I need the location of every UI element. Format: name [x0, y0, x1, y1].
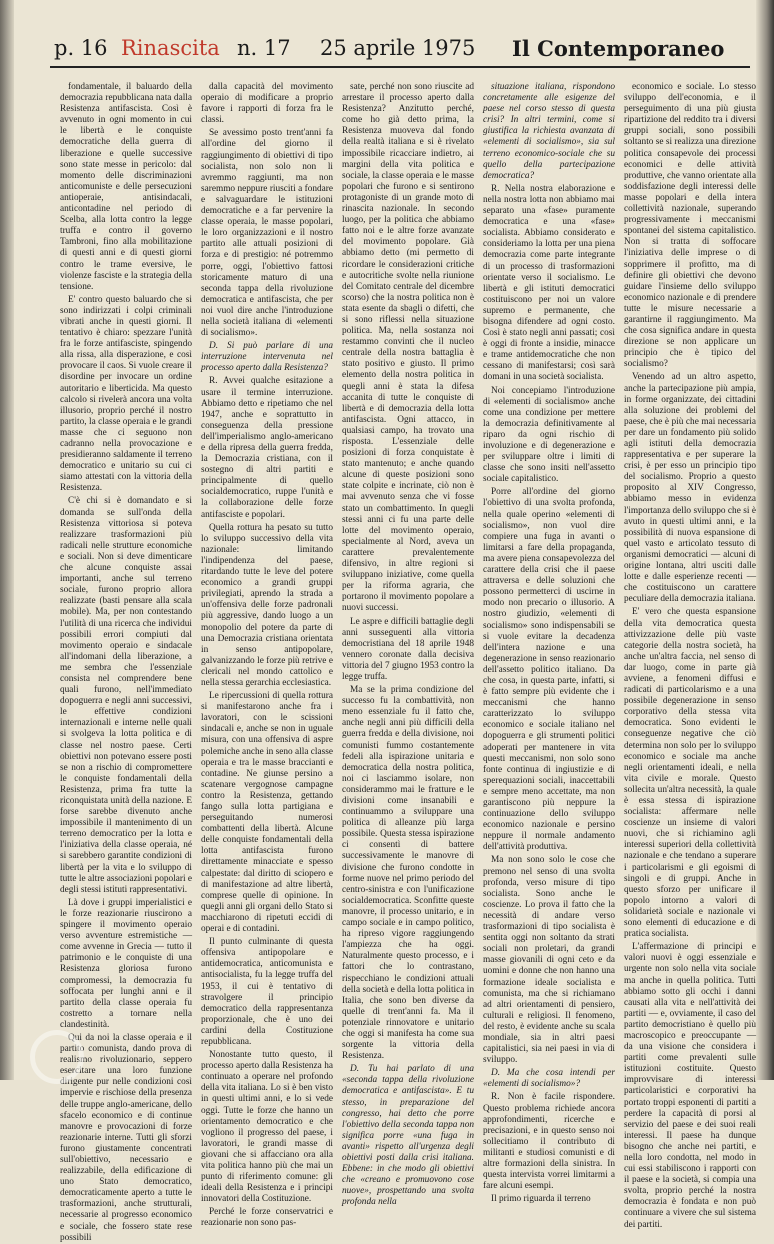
header-rule [50, 66, 750, 68]
archive-watermark-logo [30, 1030, 84, 1084]
paragraph: R. Nella nostra elaborazione e nella nostra lotta non abbiamo mai separato una «fase» puramente democratica e una «fase» socialista. Abbiamo considerato e consideriamo la lotta per una piena democrazia come parte integrante di un processo di trasformazioni orientate verso il socialismo. Le libertà e gli istituti democratici costituiscono per noi un valore supremo e permanente, che bisogna difendere ad ogni costo. Così è stato negli anni passati; così è oggi di fronte a insidie, minacce e trame antidemocratiche che non cessano di manifestarsi; così sarà domani in una società socialista. [483, 183, 615, 383]
paragraph: L'affermazione di principi e valori nuovi è oggi essenziale e urgente non solo nella vita sociale ma anche in quella politica. Tutti abbiamo sotto gli occhi i danni causati alla vita e nell'attività dei partiti — e, ovviamente, il caso del partito democristiano è quello più macroscopico e preoccupante — da una visione che considera i partiti come prevalenti sulle istituzioni costituite. Questo improvvisare di interessi particolaristici e corporativi ha portato troppi esponenti di partiti a perdere la capacità di porsi al servizio del paese e dei suoi reali interessi. Il paese ha dunque bisogno che anche nei partiti, e nella loro condotta, nel modo in cui essi stabiliscono i rapporti con il paese e la società, si compia una svolta, proprio perché la nostra democrazia è fondata e non può continuare a vivere che sul sistema dei partiti. [624, 942, 756, 1230]
section-title: Il Contemporaneo [512, 36, 725, 61]
paragraph: Se avessimo posto trent'anni fa all'ordine del giorno il raggiungimento di obiettivi di tipo socialista, non solo non li avremmo raggiunti, ma non saremmo neppure riusciti a fondare e salvaguardare le istituzioni democratiche e a far pervenire la classe operaia, le masse popolari, le loro organizzazioni e il nostro partito alle attuali posizioni di forza e di prestigio: né potremmo porre, oggi, l'obiettivo fattosi storicamente maturo di una seconda tappa della rivoluzione democratica e antifascista, che per noi vuol dire anche l'introduzione nella società italiana di «elementi di socialismo». [201, 128, 333, 339]
paragraph: R. Non è facile rispondere. Questo problema richiede ancora approfondimenti, ricerche e precisazioni, e in questo senso noi sollecitiamo il contributo di militanti e studiosi comunisti e di altre formazioni della sinistra. In questa intervista vorrei limitarmi a fare alcuni esempi. [483, 1092, 615, 1192]
article-body [54, 82, 756, 1243]
paragraph: R. Avvei qualche esitazione a usare il termine interruzione. Abbiamo detto e ripetiamo che nel 1947, anche e soprattutto in conseguenza della pressione dell'imperialismo anglo-americano e della ripresa della guerra fredda, la Democrazia cristiana, con il sostegno di altri partiti e principalmente di quello socialdemocratico, ruppe l'unità e la collaborazione delle forze antifasciste e popolari. [201, 376, 333, 520]
paragraph: Venendo ad un altro aspetto, anche la partecipazione più ampia, in forme organizzate, dei cittadini alla soluzione dei problemi del paese, che è più che mai necessaria per dare un fondamento più solido agli istituti della democrazia rappresentativa e per superare la crisi, è per esso un principio tipo del socialismo. Proprio a questo proposito al XIV Congresso, abbiamo messo in evidenza l'importanza dello sviluppo che si è avuto in questi ultimi anni, e la possibilità di nuova espansione di quel vasto e articolato tessuto di organismi democratici — alcuni di origine lontana, altri usciti dalle lotte e dalle esperienze recenti — che costituiscono un carattere peculiare della democrazia italiana. [624, 372, 756, 605]
paragraph: dalla capacità del movimento operaio di modificare a proprio favore i rapporti di forza fra le classi. [201, 82, 333, 126]
page-number: p. 16 [54, 36, 108, 60]
paragraph: economico e sociale. Lo stesso sviluppo dell'economia, e il perseguimento di una più giusta ripartizione del reddito tra i diversi gruppi sociali, sono possibili soltanto se si realizza una direzione politica consapevole dei processi economici e delle attività produttive, che vanno orientate alla soddisfazione degli interessi delle masse popolari e della intera collettività nazionale, superando progressivamente i meccanismi spontanei del sistema capitalistico. Non si tratta di soffocare l'iniziativa delle imprese o di sopprimere il profitto, ma di definire gli obiettivi che devono guidare l'insieme dello sviluppo economico nazionale e di prendere tutte le misure necessarie a garantirne il raggiungimento. Ma che cosa significa andare in questa direzione se non applicare un principio che è tipico del socialismo? [624, 82, 756, 370]
paragraph: D. Ma che cosa intendi per «elementi di socialismo»? [483, 1068, 615, 1090]
paragraph: Porre all'ordine del giorno l'obiettivo di una svolta profonda, nella quale operino «elementi di socialismo», non vuol dire compiere una fuga in avanti o limitarsi a fare della propaganda, ma avere piena consapevolezza del carattere della crisi che il paese attraversa e delle soluzioni che possono permetterci di uscirne in modo non precario o illusorio. A nostro giudizio, «elementi di socialismo» sono indispensabili se si vuole evitare la decadenza dell'intera nazione e una degenerazione in senso reazionario dell'assetto politico italiano. Da che cosa, in questa parte, infatti, si è fatto sempre più evidente che i meccanismi che hanno caratterizzato lo sviluppo economico e sociale italiano nel dopoguerra e gli strumenti politici adoperati per mantenere in vita questi meccanismi, non solo sono fonte continua di ingiustizie e di sperequazioni sociali, inaccettabili e sempre meno accettate, ma non garantiscono più neppure la continuazione dello sviluppo economico nazionale e persino neppure il normale andamento dell'attività produttiva. [483, 487, 615, 853]
text-column-3 [342, 82, 474, 1208]
text-column-4 [483, 82, 615, 1205]
page-header [50, 36, 750, 70]
paragraph: D. Tu hai parlato di una «seconda tappa della rivoluzione democratica e antifascista». E tu stesso, in preparazione del congresso, hai detto che porre l'obiettivo della seconda tappa non significa porre «una fuga in avanti» rispetto all'urgenza degli obiettivi posti dalla crisi italiana. Ebbene: in che modo gli obiettivi che «creano e promuovono cose nuove», prospettando una svolta profonda nella [342, 1064, 474, 1208]
page-edge-shadow [756, 0, 774, 1080]
text-column-5 [624, 82, 756, 1230]
paragraph: Qui da noi la classe operaia e il partito comunista, dando prova di realismo rivoluzionario, seppero esercitare una loro funzione dirigente pur nelle condizioni così impervie e rischiose della presenza delle truppe anglo-americane, dello sfacelo economico e di continue manovre e provocazioni di forze reazionarie interne. Tutti gli sforzi furono giustamente concentrati sull'obiettivo, necessario e realizzabile, della edificazione di uno Stato democratico, democraticamente aperto a tutte le trasformazioni, anche strutturali, necessarie al progresso economico e sociale, che fossero state rese possibili [60, 1032, 192, 1243]
paragraph: Ma non sono solo le cose che premono nel senso di una svolta profonda, verso misure di tipo socialista. Sono anche le coscienze. Lo prova il fatto che la necessità di andare verso trasformazioni di tipo socialista è sentita oggi non soltanto da strati sociali non proletari, da grandi masse giovanili di ogni ceto e da uomini e donne che non hanno una formazione ideale socialista e comunista, ma che si richiamano ad altri orientamenti di pensiero, culturali e religiosi. Il fenomeno, del resto, è evidente anche su scala mondiale, sia in altri paesi capitalistici, sia nei paesi in via di sviluppo. [483, 855, 615, 1066]
paragraph: D. Si può parlare di una interruzione intervenuta nel processo aperto dalla Resistenza? [201, 341, 333, 374]
issue-number: n. 17 [237, 36, 291, 60]
paragraph: fondamentale, il baluardo della democrazia repubblicana nata dalla Resistenza antifascista. Così è avvenuto in ogni momento in cui le libertà e le conquiste democratiche della guerra di liberazione e quelle successive sono state messe in pericolo: dal momento delle discriminazioni anticomuniste e delle persecuzioni antioperaie, antisindacali, anticontadine nel periodo di Scelba, alla lotta contro la legge truffa e contro il governo Tambroni, fino alla mobilitazione di questi anni e di questi giorni contro le trame eversive, le violenze fasciste e la strategia della tensione. [60, 82, 192, 292]
paragraph: E' vero che questa espansione della vita democratica questa attivizzazione delle più vaste categorie della nostra società, ha anche un'altra faccia, nel senso di dar luogo, come in parte già avviene, a fenomeni diffusi e radicati di particolarismo e a una possibile degenerazione in senso corporativo della stessa vita democratica. Sono evidenti le conseguenze negative che ciò determina non solo per lo sviluppo economico e sociale ma anche negli orientamenti ideali, e nella vita civile e morale. Questo sollecita un'altra necessità, la quale è essa stessa di ispirazione socialista: affermare nelle coscienze un insieme di valori nuovi, che si richiamino agli interessi superiori della collettività nazionale e che tendano a superare i particolarismi e gli egoismi di singoli e di gruppi. Anche in questo sforzo per unificare il popolo intorno a valori di solidarietà sociale e nazionale vi sono elementi di educazione e di pratica socialista. [624, 607, 756, 940]
issue-date: 25 aprile 1975 [320, 36, 476, 60]
paragraph: Là dove i gruppi imperialistici e le forze reazionarie riuscirono a spingere il movimento operaio verso avventure estremistiche — come avvenne in Grecia — tutto il patrimonio e le conquiste di una Resistenza gloriosa furono compromessi, la democrazia fu soffocata per lunghi anni e il partito della classe operaia fu costretto a tornare nella clandestinità. [60, 897, 192, 1030]
paragraph: Nonostante tutto questo, il processo aperto dalla Resistenza ha continuato a operare nel profondo della vita italiana. Lo si è ben visto in questi ultimi anni, e lo si vede oggi. Tutte le forze che hanno un orientamento democratico e che vogliono il progresso del paese, i lavoratori, le grandi masse di giovani che si affacciano ora alla vita politica hanno più che mai un punto di riferimento comune: gli ideali della Resistenza e i principi innovatori della Costituzione. [201, 1050, 333, 1205]
paragraph: situazione italiana, rispondono concretamente alle esigenze del paese nel corso stesso di questa crisi? In altri termini, come si giustifica la richiesta avanzata di «elementi di socialismo», sia sul terreno economico-sociale che su quello della partecipazione democratica? [483, 82, 615, 181]
paragraph: Perché le forze conservatrici e reazionarie non sono pas- [201, 1207, 333, 1229]
paragraph: Ma se la prima condizione del successo fu la combattività, non meno essenziale fu il fatto che, anche negli anni più difficili della guerra fredda e della divisione, noi comunisti fummo costantemente fedeli alla ispirazione unitaria e democratica della nostra politica, noi ci lasciammo isolare, non considerammo mai le fratture e le divisioni come insanabili e continuammo a sviluppare una politica di alleanze più larga possibile. Questa stessa ispirazione ci consentì di battere successivamente le manovre di divisione che furono condotte in forme nuove nel primo periodo del centro-sinistra e con l'unificazione socialdemocratica. Sconfitte queste manovre, il processo unitario, e in campo sociale e in campo politico, ha ripreso vigore raggiungendo l'ampiezza che ha oggi. Naturalmente questo processo, e i fattori che lo contrastano, rispecchiano le condizioni attuali della società e della lotta politica in Italia, che sono ben diverse da quelle di trent'anni fa. Ma il potenziale rinnovatore e unitario che oggi si manifesta ha come sua sorgente la vittoria della Resistenza. [342, 685, 474, 1062]
paragraph: Il primo riguarda il terreno [491, 1194, 591, 1205]
text-column-2 [201, 82, 333, 1229]
paragraph: Le ripercussioni di quella rottura si manifestarono anche fra i lavoratori, con le scissioni sindacali e, anche se non in uguale misura, con una offensiva di aspre polemiche anche in seno alla classe operaia e tra le masse braccianti e contadine. Ne giunse persino a scatenare vergognose campagne contro la Resistenza, gettando fango sulla lotta partigiana e perseguitando numerosi combattenti della libertà. Alcune delle conquiste fondamentali della lotta antifascista furono direttamente minacciate e spesso calpestate: dal diritto di sciopero e di manifestazione ad altre libertà, comprese quelle di opinione. In quegli anni gli organi dello Stato si macchiarono di ripetuti eccidi di operai e di contadini. [201, 691, 333, 935]
paragraph: C'è chi si è domandato e si domanda se sull'onda della Resistenza vittoriosa si poteva realizzare trasformazioni più radicali nelle strutture economiche e sociali. Non si deve dimenticare che alcune conquiste assai importanti, anche sul terreno sociale, furono proprio allora realizzate (basti pensare alla scala mobile). Ma, per non contestando l'utilità di una ricerca che individui possibili errori compiuti dal movimento operaio e sindacale all'indomani della liberazione, a me sembra che l'essenziale consista nel comprendere bene quali furono, nell'immediato dopoguerra e negli anni successivi, le effettive condizioni internazionali e interne nelle quali si svolgeva la lotta politica e di classe nel nostro paese. Certi obiettivi non potevano essere posti se non a rischio di compromettere le conquiste fondamentali della Resistenza, prima fra tutte la riconquistata unità della nazione. E forse sarebbe divenuto anche impossibile il mantenimento di un terreno democratico per la lotta e l'iniziativa della classe operaia, né si sarebbero garantite condizioni di libertà per la vita e lo sviluppo di tutte le altre associazioni popolari e degli stessi istituti rappresentativi. [60, 496, 192, 895]
magazine-name: Rinascita [121, 36, 220, 60]
paragraph: Quella rottura ha pesato su tutto lo sviluppo successivo della vita nazionale: limitando l'indipendenza del paese, ritardando tutte le leve del potere economico a grandi gruppi privilegiati, aprendo la strada a un'offensiva delle forze padronali più aggressive, dando luogo a un monopolio del potere da parte di una Democrazia cristiana orientata in senso antipopolare, galvanizzando le forze più retrive e clericali nel mondo cattolico e nella stessa gerarchia ecclesiastica. [201, 522, 333, 688]
paragraph: E' contro questo baluardo che si sono indirizzati i colpi criminali vibrati anche in questi giorni. Il tentativo è chiaro: spezzare l'unità fra le forze antifasciste, spingendo alla rissa, alla disperazione, e così provocare il caos. Si vuole creare il disordine per invocare un ordine autoritario e liberticida. Ma questo calcolo si rivelerà ancora una volta illusorio, proprio perché il nostro partito, la classe operaia e le grandi masse che ci seguono non cadranno nella provocazione e presidieranno saldamente il terreno democratico e unitario su cui ci siamo attestati con la vittoria della Resistenza. [60, 294, 192, 494]
paragraph: Noi concepiamo l'introduzione di «elementi di socialismo» anche come una condizione per mettere la democrazia definitivamente al riparo da ogni rischio di involuzione e di degenerazione e per sviluppare oltre i limiti di classe che sono insiti nell'assetto sociale capitalistico. [483, 385, 615, 485]
paragraph: sate, perché non sono riuscite ad arrestare il processo aperto dalla Resistenza? Anzitutto perché, come ho già detto prima, la Resistenza muoveva dal fondo della realtà italiana e si è rivelato impossibile ricacciare indietro, ai margini della vita politica e sociale, la classe operaia e le masse popolari che furono e si sentirono protagoniste di un grande moto di rinascita nazionale. In secondo luogo, per la politica che abbiamo fatto noi e le altre forze avanzate del movimento popolare. Già abbiamo detto (mi permetto di ricordare le considerazioni critiche e autocritiche svolte nella riunione del Comitato centrale del dicembre scorso) che la nostra politica non è stata esente da sbagli o difetti, che si sono riflessi nella situazione politica. Ma, nella sostanza noi restammo convinti che il nucleo centrale della nostra battaglia è stato positivo e giusto. Il primo elemento della nostra politica in quegli anni è stata la difesa accanita di tutte le conquiste di libertà e di democrazia della lotta antifascista. Ogni attacco, in qualsiasi campo, ha trovato una risposta. L'essenziale delle posizioni di forza conquistate è stato mantenuto; e anche quando alcune di queste posizioni sono state colpite e incrinate, ciò non è mai avvenuto senza che vi fosse stato un combattimento. In quegli stessi anni ci fu una parte delle lotte del movimento operaio, specialmente al Nord, aveva un carattere prevalentemente difensivo, in altre regioni si sviluppano iniziative, come quella per la riforma agraria, che portarono il movimento popolare a nuovi successi. [342, 82, 474, 614]
page-gutter-shadow [0, 0, 14, 1080]
paragraph: Le aspre e difficili battaglie degli anni susseguenti alla vittoria democristiana del 18 aprile 1948 vennero coronate dalla decisiva vittoria del 7 giugno 1953 contro la legge truffa. [342, 616, 474, 682]
text-column-1 [60, 82, 192, 1243]
paragraph: Il punto culminante di questa offensiva antipopolare e antidemocratica, anticomunista e antisocialista, fu la legge truffa del 1953, il cui è tentativo di stravolgere il principio democratico della rappresentanza proporzionale, che è uno dei cardini della Costituzione repubblicana. [201, 937, 333, 1047]
